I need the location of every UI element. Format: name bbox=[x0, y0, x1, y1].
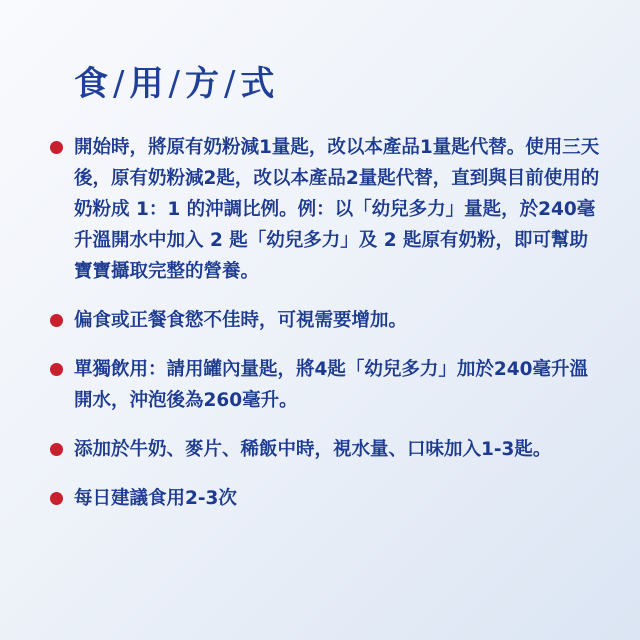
title-char: 食 bbox=[74, 64, 109, 104]
title-separator: / bbox=[113, 64, 126, 104]
list-item-text: 添加於牛奶、麥片、稀飯中時，視水量、口味加入1-3匙。 bbox=[74, 439, 552, 460]
list-item-text: 每日建議食用2-3次 bbox=[74, 488, 237, 509]
bullet-icon bbox=[50, 141, 63, 154]
list-item bbox=[46, 132, 600, 287]
bullet-icon bbox=[50, 443, 63, 456]
list-item-text: 開始時，將原有奶粉減1量匙，改以本產品1量匙代替。使用三天後，原有奶粉減2匙，改以本產品2量匙代替，直到與目前使用的奶粉成 1：1 的沖調比例。例：以「幼兒多力」量匙，於240毫升溫開水中加入 2 匙「幼兒多力」及 2 匙原有奶粉，即可幫助寶寶攝取完整的營養。 bbox=[74, 137, 600, 282]
title-char: 用 bbox=[129, 64, 165, 104]
bullet-icon bbox=[50, 363, 63, 376]
page-title bbox=[74, 62, 275, 106]
bullet-icon bbox=[50, 492, 63, 505]
instruction-list bbox=[46, 132, 600, 532]
list-item-text: 單獨飲用：請用罐內量匙，將4匙「幼兒多力」加於240毫升溫開水，沖泡後為260毫升。 bbox=[74, 359, 588, 411]
list-item bbox=[46, 434, 600, 465]
title-char: 方 bbox=[184, 64, 220, 104]
title-separator: / bbox=[223, 64, 237, 104]
list-item bbox=[46, 354, 600, 416]
list-item bbox=[46, 483, 600, 514]
bullet-icon bbox=[50, 314, 63, 327]
list-item-text: 偏食或正餐食慾不佳時，可視需要增加。 bbox=[74, 310, 408, 331]
list-item bbox=[46, 305, 600, 336]
title-separator: / bbox=[168, 64, 181, 104]
title-char: 式 bbox=[240, 64, 276, 104]
